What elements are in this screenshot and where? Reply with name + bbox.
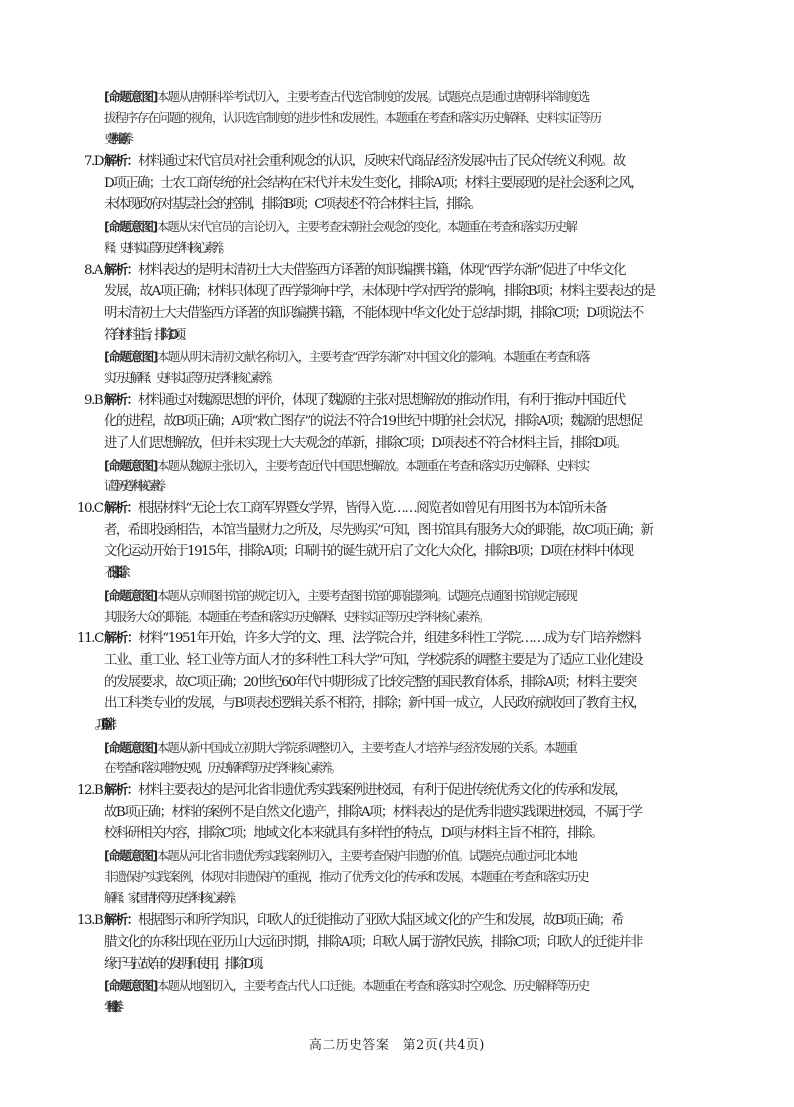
answer-text: 出工科类专业的发展，与B项表述逻辑关系不相符，排除；新中国一成立，人民政府就收回了教育主权， (104, 696, 646, 712)
intent-line (0, 346, 794, 368)
answer-line (0, 281, 794, 303)
intent-line (0, 108, 794, 130)
answer-text: 者，希即投函相告，本馆当量财力之所及，尽先购买”可知，图书馆具有服务大众的职能，故C项正确；新 (104, 522, 653, 538)
intent-line (0, 368, 794, 390)
intent-text: 非遗保护实践案例，体现对非遗保护的重视，推动了优秀文化的传承和发展。本题重在考查和落实历史 (104, 869, 589, 884)
analysis-label: 解析： (104, 154, 138, 170)
intent-line (0, 845, 794, 867)
intent-line (0, 888, 794, 910)
intent-text: 史学科核心素养。 (104, 132, 128, 147)
answer-text: 材料通过对魏源思想的评价，体现了魏源的主张对思想解放的推动作用，有利于推动中国近代 (137, 392, 625, 408)
intent-text: 其服务大众的职能。本题重在考查和落实历史解释、史料实证等历史学科核心素养。 (104, 609, 489, 624)
intent-label: [命题意图] (104, 349, 158, 365)
answer-line (0, 823, 794, 845)
answer-item (0, 151, 794, 259)
answer-line (0, 672, 794, 694)
intent-text: 本题从京师图书馆的规定切入，主要考查图书馆的职能影响。试题亮点通图书馆规定展现 (156, 588, 577, 603)
answer-text: 符合材料主旨，排除D项。 (104, 327, 188, 343)
answer-text: 故B项正确；材料的案例不是自然文化遗产，排除A项；材料表达的是优秀非遗实践课进校园，不属于学 (104, 804, 642, 820)
answer-number: 12.B (77, 783, 103, 798)
answer-text: 根据图示和所学知识，印欧人的迁徙推动了亚欧大陆区域文化的产生和发展，故B项正确；希 (137, 913, 623, 929)
analysis-label: 解析： (104, 783, 138, 798)
intent-line (0, 86, 794, 108)
answer-number: 10.C (77, 501, 103, 517)
answer-line (0, 541, 794, 563)
answer-line (0, 303, 794, 325)
intent-line (0, 216, 794, 238)
answer-text: 的发展要求，故C项正确；20世纪60年代中期形成了比较完整的国民教育体系，排除A项；材料主要突 (104, 674, 636, 690)
analysis-label: 解析： (104, 501, 138, 517)
intent-label: [命题意图] (104, 739, 157, 755)
answer-text: 根据材料“无论士农工商军界暨女学界，皆得入览……阅览者如曾见有用图书为本馆所未备 (137, 501, 607, 517)
answer-number: 7.D (84, 154, 103, 170)
intent-text: 在考查和落实唯物史观、历史解释等历史学科核心素养。 (104, 761, 340, 776)
answer-text: 腊文化的东移出现在亚历山大远征时期，排除A项；印欧人属于游牧民族，排除C项；印欧人的迁徙并非 (104, 934, 642, 950)
answer-line (0, 650, 794, 672)
answer-line-first (0, 910, 794, 932)
answer-line (0, 693, 794, 715)
answer-line (0, 173, 794, 195)
intent-line (0, 867, 794, 889)
answer-text: 文化运动开始于1915年，排除A项；印刷书的诞生就开启了文化大众化，排除B项；D项在材料中体现 (104, 544, 633, 560)
answer-line-first (0, 780, 794, 802)
intent-text: 释、史料实证等历史学科核心素养。 (104, 240, 228, 255)
intent-line (0, 975, 794, 997)
intent-text: 本题从明末清初文献名称切入，主要考查“西学东渐”对中国文化的影响。本题重在考查和落 (157, 350, 590, 365)
intent-line (0, 455, 794, 477)
answer-number: 9.B (84, 392, 103, 408)
answer-text: 工业、重工业、轻工业等方面人才的多科性工科大学”可知，学校院系的调整主要是为了适应工业化建设 (104, 652, 643, 668)
answer-line (0, 433, 794, 455)
intent-text: 本题从地图切入，主要考查古代人口迁徙。本题重在考查和落实时空观念、历史解释等历史 (156, 979, 589, 994)
answer-line (0, 715, 794, 737)
answer-line-first (0, 498, 794, 520)
answer-line (0, 563, 794, 585)
answer-item (0, 260, 794, 390)
answer-line (0, 194, 794, 216)
answer-line (0, 954, 794, 976)
intent-label: [命题意图] (104, 978, 157, 994)
intent-line (0, 476, 794, 498)
intent-line (0, 607, 794, 629)
intent-label: [命题意图] (104, 89, 157, 104)
answer-line (0, 520, 794, 542)
analysis-label: 解析： (104, 262, 138, 278)
answer-text: 进了人们思想解放，但并未实现士大夫观念的革新，排除C项；D项表述不符合材料主旨，排除D项。 (104, 436, 627, 451)
intent-label: [命题意图] (104, 848, 157, 864)
answer-text: D项正确；士农工商传统的社会结构在宋代并未发生变化，排除A项；材料主要展现的是社会逐利之风， (104, 175, 643, 191)
intent-line (0, 238, 794, 260)
intent-line (0, 997, 794, 1019)
intent-line (0, 585, 794, 607)
answer-text: 发展，故A项正确；材料只体现了西学影响中学，未体现中学对西学的影响，排除B项；材料主要表达的是 (104, 284, 655, 300)
answer-text: 材料主要表达的是河北省非遗优秀实践案例进校园，有利于促进传统优秀文化的传承和发展， (137, 783, 627, 798)
answer-text: 未体现政府对基层社会的控制，排除B项；C项表述不符合材料主旨，排除。 (104, 197, 480, 213)
intent-text: 本题从新中国成立初期大学院系调整切入，主要考查人才培养与经济发展的关系。本题重 (156, 740, 577, 755)
answer-item (0, 780, 794, 910)
intent-text: 学科核心素养。 (104, 999, 116, 1014)
intent-text: 本题从宋代官员的言论切入，主要考查宋朝社会观念的变化。本题重在考查和落实历史解 (156, 220, 577, 235)
intent-text: 证等历史学科核心素养。 (104, 479, 165, 494)
intent-text: 实历史解释、史料实证等历史学科核心素养。 (104, 370, 277, 385)
answer-text: 材料表达的是明末清初士大夫借鉴西方译著的知识编撰书籍，体现“西学东渐”促进了中华文化 (137, 262, 625, 278)
analysis-label: 解析： (104, 631, 139, 647)
answer-text: 明末清初士大夫借鉴西方译著的知识编撰书籍，不能体现中华文化处于总结时期，排除C项；D项说法不 (104, 305, 643, 321)
answer-line-first (0, 628, 794, 650)
answer-text: 不出来，排除。 (104, 566, 123, 582)
answer-line (0, 325, 794, 347)
intent-text: 拔程序存在问题的视角，认识选官制度的进步性和发展性。本题重在考查和落实历史解释、史料实证等历 (104, 110, 601, 125)
answer-item (0, 390, 794, 498)
intent-line (0, 758, 794, 780)
intent-label: [命题意图] (104, 587, 157, 603)
analysis-label: 解析： (104, 392, 138, 408)
answer-text: 材料“1951年开始，许多大学的文、理、法学院合并，组建多科性工学院……成为专门培养燃料 (138, 631, 641, 647)
intent-text: 本题从魏源主张切入，主要考查近代中国思想解放。本题重在考查和落实历史解释、史料实 (156, 458, 589, 473)
answer-number: 11.C (77, 631, 103, 647)
answer-line-first (0, 390, 794, 412)
intro-intent-block (0, 86, 794, 151)
intent-text: 本题从河北省非遗优秀实践案例切入，主要考查保护非遗的价值。试题亮点通过河北本地 (156, 849, 577, 864)
answer-item (0, 498, 794, 628)
answer-line (0, 802, 794, 824)
answer-line (0, 411, 794, 433)
intent-label: [命题意图] (104, 457, 157, 473)
answer-text: 化的进程，故B项正确；A项“救亡图存”的说法不符合19世纪中期的社会状况，排除A项；魏源的思想促 (104, 414, 642, 430)
intent-text: 解释、家国情怀等历史学科核心素养。 (104, 891, 240, 906)
answer-number: 13.B (77, 913, 103, 929)
answer-text: 材料通过宋代官员对社会重利观念的认识，反映宋代商品经济发展冲击了民众传统义利观。故 (137, 154, 625, 170)
intent-label: [命题意图] (104, 219, 157, 235)
analysis-label: 解析： (104, 913, 138, 929)
intent-line (0, 129, 794, 151)
answer-line-first (0, 151, 794, 173)
answer-text: 校科研相关内容，排除C项；地域文化本来就具有多样性的特点，D项与材料主旨不相符，排除。 (104, 826, 603, 842)
answer-text: 缘于马拉战车的发明和使用，排除D项。 (104, 956, 269, 972)
intent-text: 本题从唐朝科举考试切入，主要考查古代选官制度的发展。试题亮点是通过唐朝科举制度选 (156, 90, 589, 104)
answer-item (0, 628, 794, 780)
answer-line-first (0, 260, 794, 282)
answer-content (0, 86, 794, 1019)
answer-number: 8.A (84, 262, 102, 278)
page-footer: 高二历史答案 第2页(共4页) (308, 1038, 486, 1053)
intent-line (0, 737, 794, 759)
answer-line (0, 932, 794, 954)
answer-item (0, 910, 794, 1018)
